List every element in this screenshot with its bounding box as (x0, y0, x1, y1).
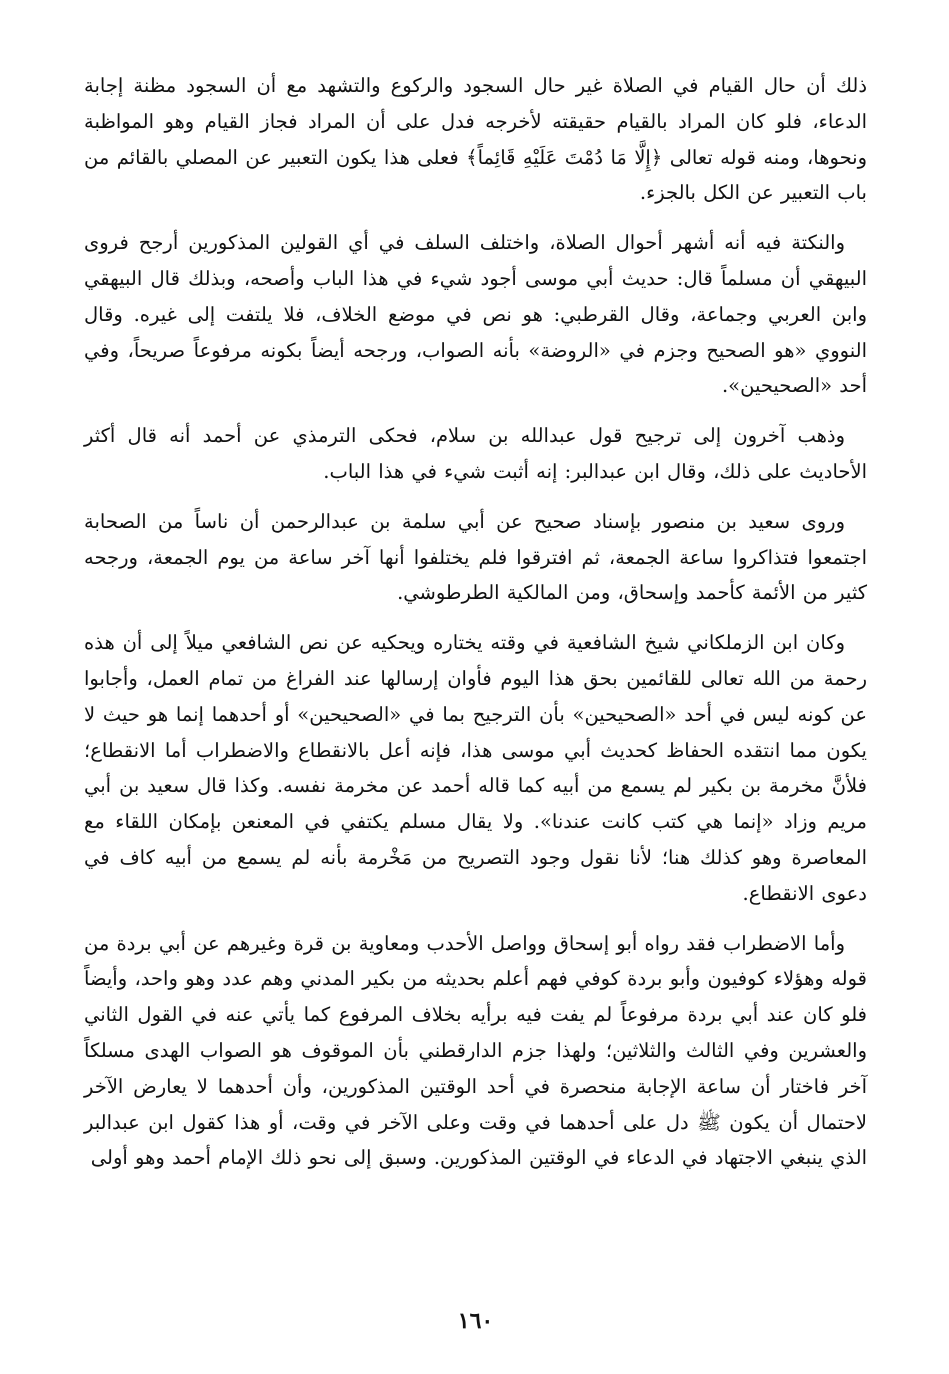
paragraph-4: وروى سعيد بن منصور بإسناد صحيح عن أبي سلمة بن عبدالرحمن أن ناساً من الصحابة اجتمعوا فتذاكروا ساعة الجمعة، ثم افترقوا فلم يختلفوا أنها آخر ساعة من يوم الجمعة، ورجحه كثير من الأئمة كأحمد وإسحاق، ومن المالكية الطرطوشي. (84, 509, 867, 605)
paragraph-6: وأما الاضطراب فقد رواه أبو إسحاق وواصل الأحدب ومعاوية بن قرة وغيرهم عن أبي بردة من قوله وهؤلاء كوفيون وأبو بردة كوفي فهم أعلم بحديثه من بكير المدني وهم عدد وهو واحد، وأيضاً فلو كان عند أبي بردة مرفوعاً لم يفت فيه برأيه بخلاف المرفوع كما يأتي عنه في القول الثاني والعشرين وفي الثالث والثلاثين؛ ولهذا جزم الدارقطني بأن الموقوف هو الصواب الهدى مسلكاً آخر فاختار أن ساعة الإجابة منحصرة في أحد الوقتين المذكورين، وأن أحدهما لا يعارض الآخر لاحتمال أن يكون ﷺ دل على أحدهما في وقت وعلى الآخر في وقت، أو هذا كقول ابن عبدالبر الذي ينبغي الاجتهاد في الدعاء في الوقتين المذكورين. وسبق إلى نحو ذلك الإمام أحمد وهو أولى (84, 931, 867, 1170)
paragraph-1: ذلك أن حال القيام في الصلاة غير حال السجود والركوع والتشهد مع أن السجود مظنة إجابة الدعاء، فلو كان المراد بالقيام حقيقته لأخرجه فدل على أن المراد فجاز القيام وهو المواظبة ونحوها، ومنه قوله تعالى ﴿إِلَّا مَا دُمْتَ عَلَيْهِ قَائِماً﴾ فعلى هذا يكون التعبير عن المصلي بالقائم من باب التعبير عن الكل بالجزء. (84, 74, 867, 205)
page-number: ١٦٠ (457, 1308, 494, 1334)
paragraph-5: وكان ابن الزملكاني شيخ الشافعية في وقته يختاره ويحكيه عن نص الشافعي ميلاً إلى أن هذه رحمة من الله تعالى للقائمين بحق هذا اليوم فأوان إرسالها عند الفراغ من تمام العمل، وأجابوا عن كونه ليس في أحد «الصحيحين» بأن الترجيح بما في «الصحيحين» أو أحدهما إنما هو حيث لا يكون مما انتقده الحفاظ كحديث أبي موسى هذا، فإنه أعل بالانقطاع والاضطراب أما الانقطاع؛ فلأنَّ مخرمة بن بكير لم يسمع من أبيه كما قاله أحمد عن مخرمة نفسه. وكذا قال سعيد بن أبي مريم وزاد «إنما هي كتب كانت عندنا». ولا يقال مسلم يكتفي في المعنعن بإمكان اللقاء مع المعاصرة وهو كذلك هنا؛ لأنا نقول وجود التصريح من مَخْرمة بأنه لم يسمع من أبيه كاف في دعوى الانقطاع. (84, 631, 867, 905)
book-page (84, 68, 867, 1334)
paragraph-3: وذهب آخرون إلى ترجيح قول عبدالله بن سلام، فحكى الترمذي عن أحمد أنه قال أكثر الأحاديث على ذلك، وقال ابن عبدالبر: إنه أثبت شيء في هذا الباب. (84, 424, 867, 483)
paragraph-2: والنكتة فيه أنه أشهر أحوال الصلاة، واختلف السلف في أي القولين المذكورين أرجح فروى البيهقي أن مسلماً قال: حديث أبي موسى أجود شيء في هذا الباب وأصحه، وبذلك قال البيهقي وابن العربي وجماعة، وقال القرطبي: هو نص في موضع الخلاف، فلا يلتفت إلى غيره. وقال النووي «هو الصحيح وجزم في «الروضة» بأنه الصواب، ورجحه أيضاً بكونه مرفوعاً صريحاً، وفي أحد «الصحيحين». (84, 231, 867, 398)
